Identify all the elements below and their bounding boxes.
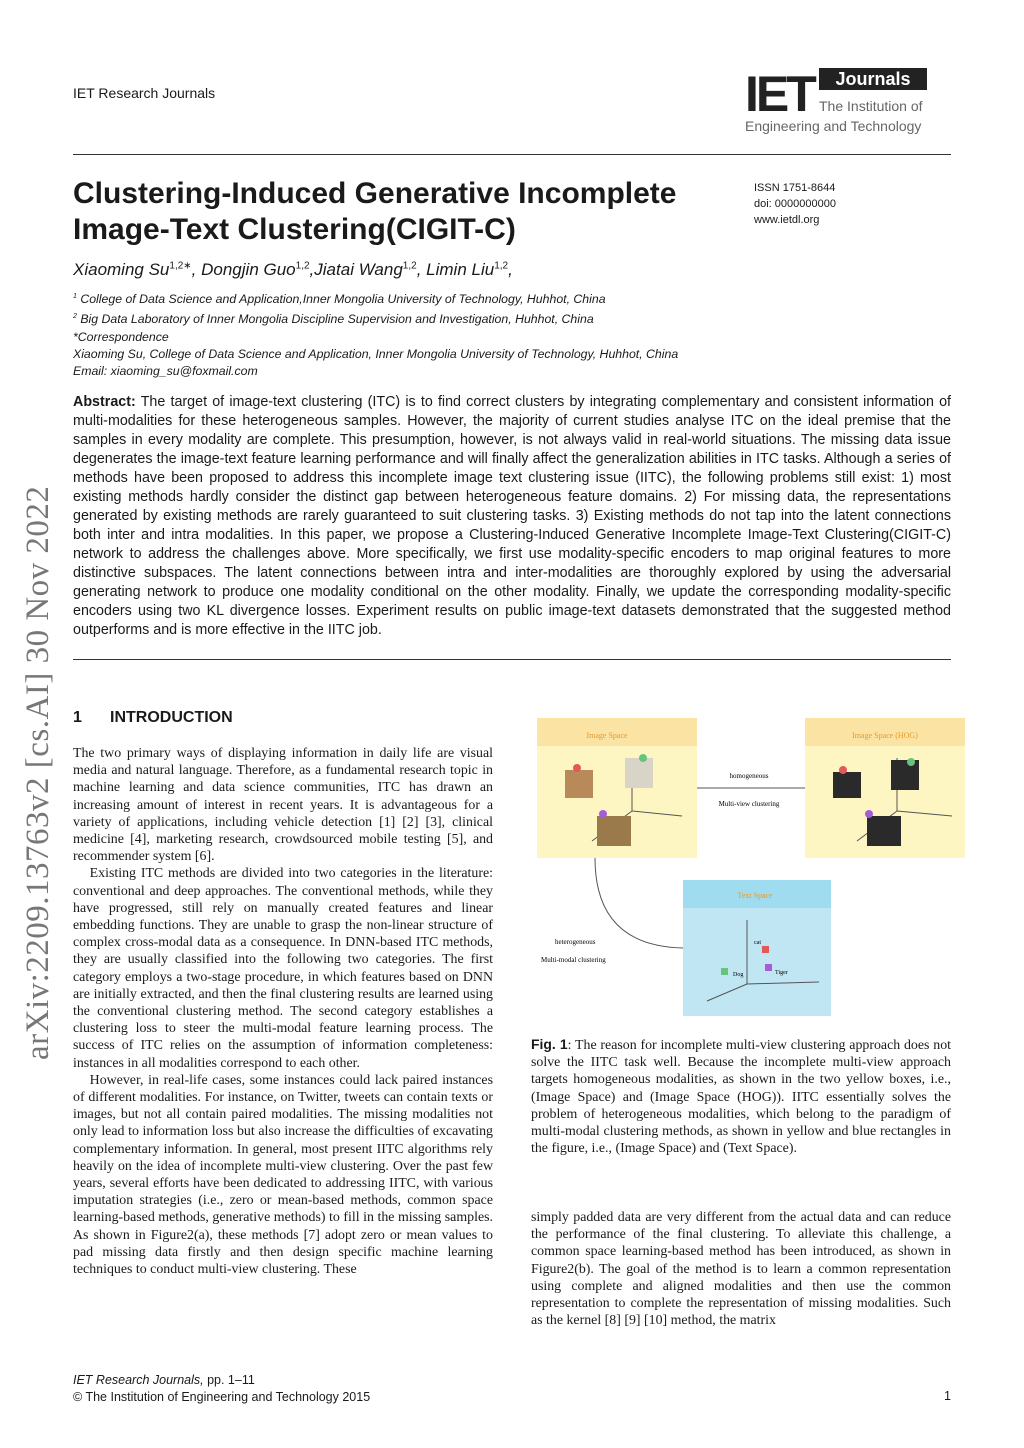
left-column [73, 745, 493, 1278]
doi: doi: 0000000000 [754, 198, 836, 210]
journal-url[interactable]: www.ietdl.org [754, 214, 820, 226]
paragraph: simply padded data are very different from the actual data and can reduce the performance of the final clustering. To alleviate this challenge, a common space learning-based method has been introduced, as shown in Figure2(b). The goal of the method is to learn a common representation using complete and aligned modalities and then use the common representation to complete the representation of missing modalities. Such as the kernel [8] [9] [10] method, the matrix [531, 1210, 951, 1329]
iet-logo-line2: Engineering and Technology [745, 118, 922, 134]
footer-journal: IET Research Journals, [73, 1373, 204, 1387]
issn-block [754, 180, 836, 228]
multimodal-label: Multi-modal clustering [541, 956, 606, 964]
abstract-text: The target of image-text clustering (ITC) is to find correct clusters by integrating complementary and consistent information of multi-modalities for these heterogeneous samples. However, the majority of current studies analyse ITC on the ideal premise that the samples in every modality are complete. This presumption, however, is not always valid in real-world situations. The missing data issue degenerates the image-text feature learning performance and will finally affect the generalization abilities in ITC tasks. Although a series of methods have been proposed to address this incomplete image text clustering issue (IITC), the following problems still exist: 1) most existing methods hardly consider the distinct gap between heterogeneous feature domains. 2) For missing data, the representations generated by existing methods are rarely guaranteed to suit clustering tasks. 3) Existing methods do not tap into the latent connections both inter and intra modalities. In this paper, we propose a Clustering-Induced Generative Incomplete Image-Text Clustering(CIGIT-C) network to address the challenges above. More specifically, we first use modality-specific encoders to map original features to more distinctive subspaces. The latent connections between intra and inter-modalities are thoroughly explored by using the adversarial generating network to produce one modality conditional on the other modality. Finally, we update the corresponding modality-specific encoders using two KL divergence losses. Experiment results on public image-text datasets demonstrated that the suggested method outperforms and is more effective in the IITC job. [73, 394, 951, 638]
abstract [73, 393, 951, 640]
figure-1 [537, 716, 965, 1016]
hog-space-label: Image Space (HOG) [852, 731, 918, 740]
cat-image [565, 770, 593, 798]
hog-dog-marker [907, 758, 915, 766]
hog-cat-image [833, 772, 861, 798]
hog-tiger-image [867, 816, 901, 846]
figure-caption [531, 1036, 951, 1157]
footer-pages: pp. 1–11 [203, 1373, 255, 1387]
hog-tiger-marker [865, 810, 873, 818]
multiview-label: Multi-view clustering [718, 800, 780, 808]
correspondence-email[interactable]: Email: xiaoming_su@foxmail.com [73, 364, 258, 378]
author-list [73, 260, 513, 280]
caption-text: : The reason for incomplete multi-view clustering approach does not solve the IITC task well. Because the incomplete multi-view approach targets homogeneous modalities, as shown in the two yellow boxes, i.e., (Image Space) and (Image Space (HOG)). IITC essentially solves the problem of heterogeneous modalities, which belong to the paradigm of multi-modal clustering methods, as shown in yellow and blue rectangles in the figure, i.e., (Image Space) and (Text Space). [531, 1038, 952, 1157]
footer-copyright: © The Institution of Engineering and Technology 2015 [73, 1390, 371, 1404]
hog-cat-marker [839, 766, 847, 774]
author-sep: , [309, 260, 315, 279]
cat-marker [573, 764, 581, 772]
iet-logo-line1: The Institution of [819, 98, 923, 114]
dog-label: Dog [733, 972, 744, 978]
section-number: 1 [73, 709, 82, 726]
header-rule [73, 154, 951, 155]
dog-image [625, 758, 653, 788]
paragraph: Existing ITC methods are divided into two categories in the literature: conventional and deep approaches. The conventional methods, while they have progressed, still rely on manually created features and linear embedding functions. They are unable to grasp the non-linear structure of complex cross-modal data as a consequence. In DNN-based ITC methods, they are usually classified into the following two categories. The first category employs a two-stage procedure, in which features based on DNN are initially extracted, and then the final clustering results are learned using the conventional clustering method. The second category establishes a clustering loss to steer the multi-modal feature learning process. The success of ITC relies on the assumption of information completeness: instances in all modalities correspond to each other. [73, 866, 493, 1071]
heterogeneous-label: heterogeneous [555, 938, 596, 946]
arxiv-stamp: arXiv:2209.13763v2 [cs.AI] 30 Nov 2022 [20, 485, 56, 1060]
correspondence-address: Xiaoming Su, College of Data Science and Application, Inner Mongolia University of Technology, Huhhot, China [73, 346, 679, 361]
issn: ISSN 1751-8644 [754, 182, 836, 194]
author-name: Dongjin Guo [201, 260, 296, 279]
abstract-rule [73, 659, 951, 660]
cat-label: cat [754, 940, 761, 946]
section-heading [73, 709, 233, 727]
iet-logo-journals: Journals [819, 68, 927, 90]
section-title: INTRODUCTION [110, 709, 233, 726]
tiger-label: Tiger [775, 970, 788, 976]
correspondence-label: *Correspondence [73, 329, 169, 344]
tiger-point [765, 964, 772, 971]
affiliation-1: $^1$ College of Data Science and Application,Inner Mongolia University of Technology, Huhhot, China [73, 292, 606, 307]
heterogeneous-connector [595, 858, 683, 948]
author-sep: , [191, 260, 202, 279]
figure-label: Fig. 1 [531, 1036, 568, 1052]
paragraph: However, in real-life cases, some instances could lack paired instances of different modalities. For instance, on Twitter, tweets can contain texts or images, but not all contain paired modalities. The missing modalities not only lead to information loss but also increase the difficulties of excavating complementary information. In general, most present IITC algorithms rely heavily on the idea of incomplete multi-view clustering. Over the past few years, several efforts have been dedicated to addressing IITC, with various imputation strategies (i.e., zero or mean-based methods, common space learning-based methods, generative methods) to fill in the missing samples. As shown in Figure2(a), these methods [7] adopt zero or mean values to pad missing data firstly and then design specific machine learning techniques to conduct multi-view clustering. These [73, 1072, 493, 1278]
author-affil-sup: 1,2 [295, 260, 310, 272]
author-affil-sup: 1,2∗ [169, 260, 192, 272]
page-number: 1 [944, 1389, 951, 1403]
author-name: Xiaoming Su [73, 260, 170, 279]
journal-name: IET Research Journals [73, 85, 216, 101]
text-space-label: Text Space [737, 891, 773, 900]
iet-logo-mark: IET [745, 66, 814, 122]
affiliations [73, 288, 773, 380]
paragraph: The two primary ways of displaying information in daily life are visual media and natural language. Therefore, as a fundamental research topic in machine learning and data science communities, ITC has drawn an increasing amount of interest in recent years. It is advantageous for a variety of applications, including vehicle detection [1] [2] [3], clinical medicine [4], marketing research, crowdsourced mobile testing [5], and recommender system [6]. [73, 746, 493, 865]
author-sep: , [416, 260, 427, 279]
paper-title: Clustering-Induced Generative Incomplete Image-Text Clustering(CIGIT-C) [73, 177, 677, 246]
tiger-marker [599, 810, 607, 818]
affiliation-2: $^2$ Big Data Laboratory of Inner Mongolia Discipline Supervision and Investigation, Huhhot, China [73, 312, 594, 327]
cat-point [762, 946, 769, 953]
footer [73, 1372, 370, 1406]
homogeneous-label: homogeneous [729, 772, 769, 780]
author-name: Jiatai Wang [314, 260, 403, 279]
author-affil-sup: 1,2 [402, 260, 417, 272]
hog-dog-image [891, 760, 919, 790]
dog-point [721, 968, 728, 975]
iet-logo [745, 68, 930, 138]
author-affil-sup: 1,2 [494, 260, 509, 272]
dog-marker [639, 754, 647, 762]
author-name: Limin Liu [426, 260, 495, 279]
right-column [531, 1209, 951, 1329]
author-sep: , [508, 260, 513, 279]
tiger-image [597, 816, 631, 846]
image-space-label: Image Space [586, 731, 628, 740]
abstract-label: Abstract: [73, 394, 136, 410]
